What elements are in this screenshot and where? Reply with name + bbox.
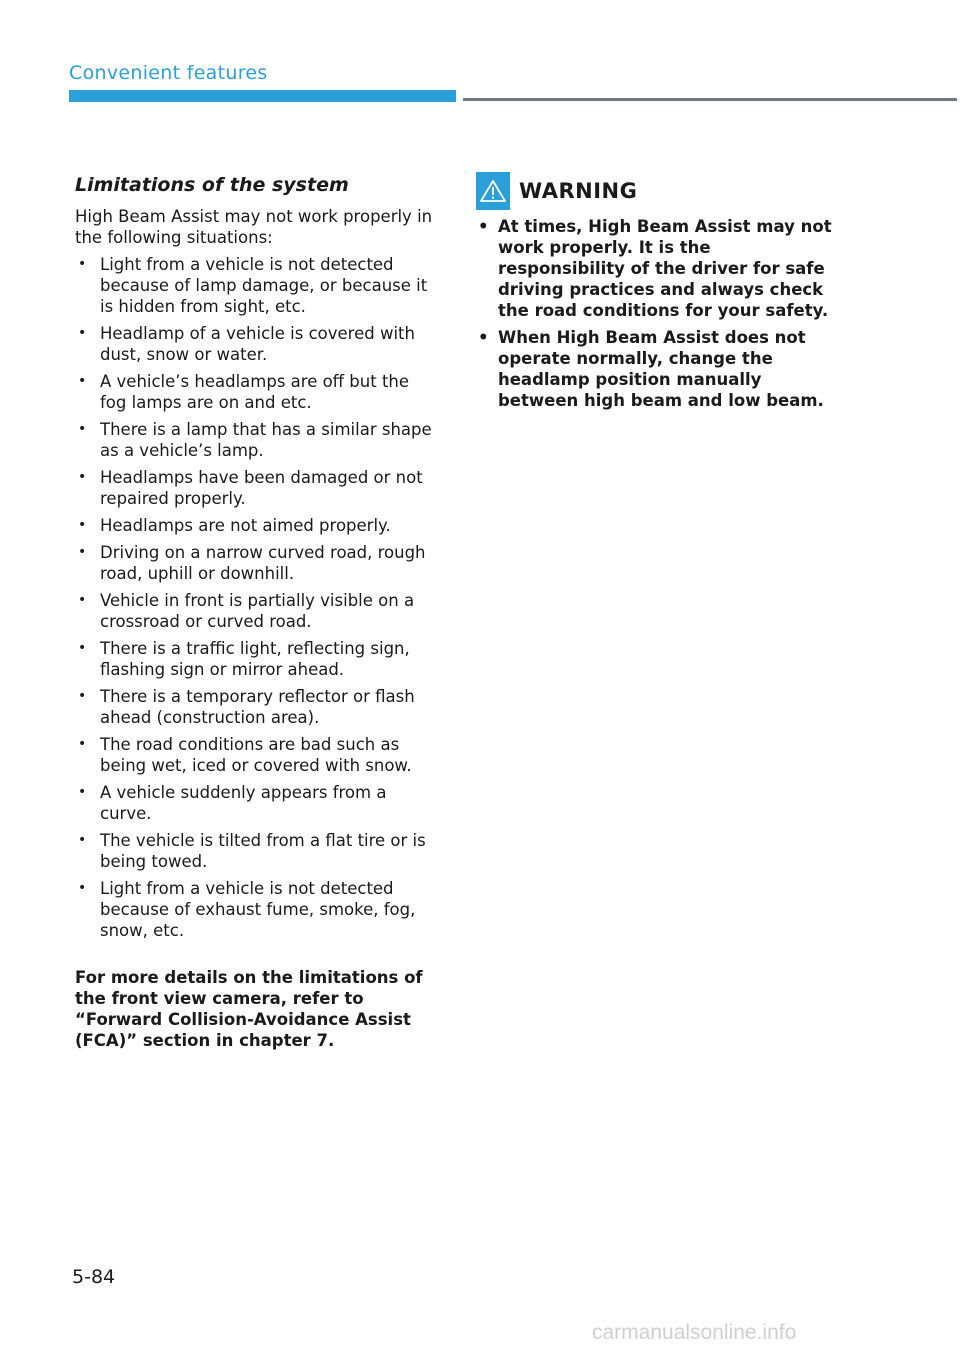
limitation-item: • Vehicle in front is partially visible on a crossroad or curved road. [78, 591, 415, 631]
header-accent-bar [69, 90, 456, 102]
header-rule [463, 98, 957, 101]
fca-reference-note: For more details on the limitations of the front view camera, refer to “Forward Collision-Avoidance Assist (FCA)” section in chapter 7. [75, 968, 423, 1050]
warning-triangle-icon [476, 172, 510, 210]
limitations-column [75, 172, 437, 1068]
limitation-item: • The road conditions are bad such as being wet, iced or covered with snow. [78, 735, 412, 775]
bullet-icon: • [78, 517, 87, 533]
warning-item: • When High Beam Assist does not operate normally, change the headlamp position manually between high beam and low beam. [478, 328, 824, 410]
limitation-item: • A vehicle suddenly appears from a curve. [78, 783, 387, 823]
limitations-list [75, 254, 437, 941]
warning-column [476, 172, 836, 417]
bullet-icon: • [78, 832, 87, 848]
bullet-icon: • [78, 373, 87, 389]
limitations-intro: High Beam Assist may not work properly in the following situations: [75, 207, 433, 247]
limitation-item: • There is a lamp that has a similar shape as a vehicle’s lamp. [78, 420, 432, 460]
bullet-icon: • [478, 328, 489, 347]
warning-list [476, 216, 836, 411]
warning-header [476, 172, 836, 210]
limitation-item: • Light from a vehicle is not detected because of exhaust fume, smoke, fog, snow, etc. [78, 879, 416, 940]
bullet-icon: • [78, 592, 87, 608]
warning-item: • At times, High Beam Assist may not work properly. It is the responsibility of the driver for safe driving practices and always check the road conditions for your safety. [478, 217, 832, 320]
limitation-item: • Headlamp of a vehicle is covered with dust, snow or water. [78, 324, 415, 364]
bullet-icon: • [478, 217, 489, 236]
bullet-icon: • [78, 256, 87, 272]
bullet-icon: • [78, 784, 87, 800]
limitation-item: • Headlamps have been damaged or not repaired properly. [78, 468, 423, 508]
watermark: carmanualsonline.info [592, 1321, 797, 1344]
limitation-item: • The vehicle is tilted from a flat tire or is being towed. [78, 831, 426, 871]
warning-label: WARNING [519, 179, 638, 203]
limitation-item: • A vehicle’s headlamps are off but the fog lamps are on and etc. [78, 372, 410, 412]
limitation-item: • There is a traffic light, reflecting sign, flashing sign or mirror ahead. [78, 639, 410, 679]
section-header-title: Convenient features [69, 62, 268, 84]
bullet-icon: • [78, 544, 87, 560]
page-number: 5-84 [72, 1266, 116, 1288]
limitation-item: • Headlamps are not aimed properly. [78, 516, 391, 535]
limitation-item: • Driving on a narrow curved road, rough road, uphill or downhill. [78, 543, 426, 583]
limitations-title: Limitations of the system [75, 174, 349, 196]
bullet-icon: • [78, 640, 87, 656]
bullet-icon: • [78, 880, 87, 896]
bullet-icon: • [78, 421, 87, 437]
bullet-icon: • [78, 325, 87, 341]
limitation-item: • There is a temporary reflector or flash ahead (construction area). [78, 687, 415, 727]
bullet-icon: • [78, 736, 87, 752]
bullet-icon: • [78, 469, 87, 485]
bullet-icon: • [78, 688, 87, 704]
limitation-item: • Light from a vehicle is not detected because of lamp damage, or because it is hidden from sight, etc. [78, 255, 428, 316]
